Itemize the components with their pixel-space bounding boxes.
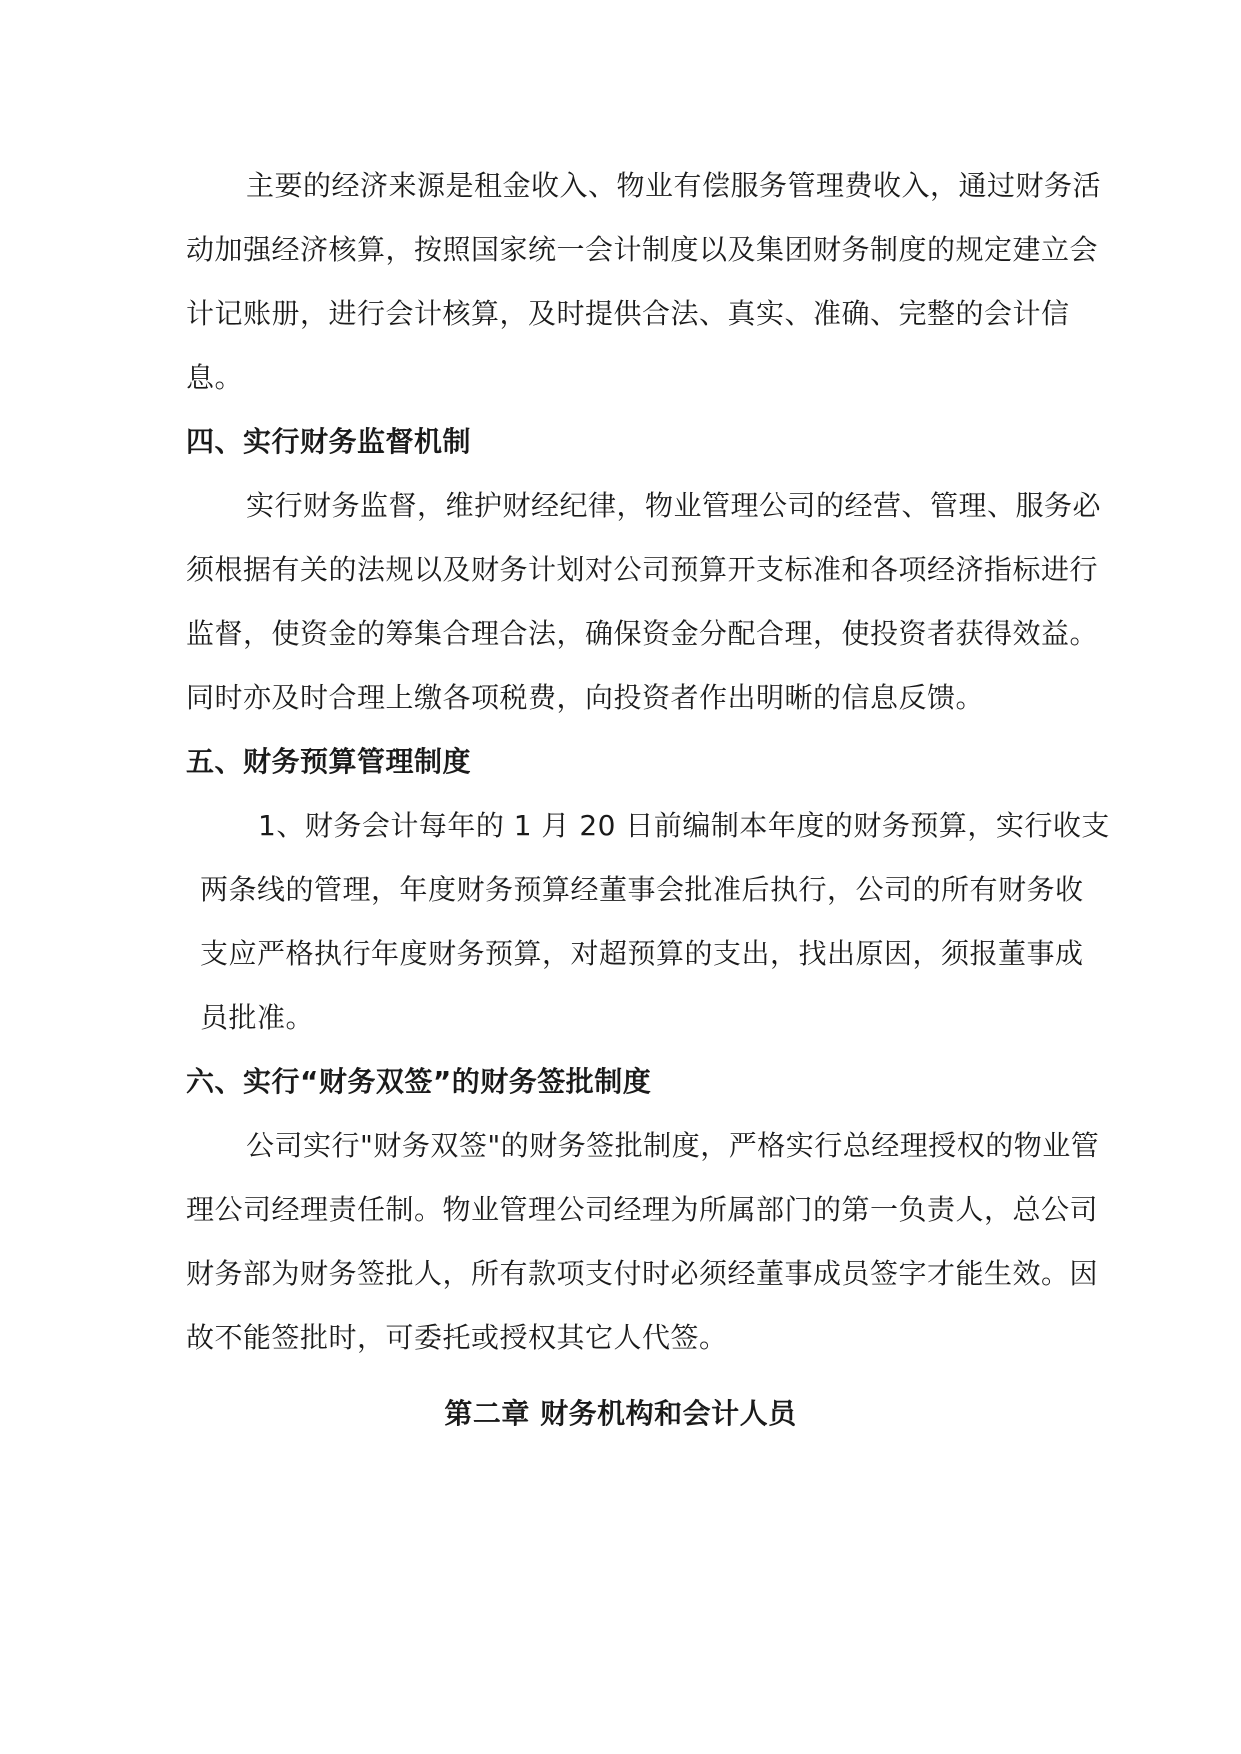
paragraph-line: 公司实行"财务双签"的财务签批制度，严格实行总经理授权的物业管	[246, 1129, 1100, 1162]
paragraph-line: 主要的经济来源是租金收入、物业有偿服务管理费收入，通过财务活	[246, 169, 1102, 202]
paragraph-line: 同时亦及时合理上缴各项税费，向投资者作出明晰的信息反馈。	[186, 681, 985, 714]
paragraph-line: 财务部为财务签批人，所有款项支付时必须经董事成员签字才能生效。因	[186, 1257, 1099, 1290]
section-heading: 五、财务预算管理制度	[186, 745, 472, 778]
section-heading: 六、实行“财务双签”的财务签批制度	[186, 1065, 652, 1098]
paragraph-line: 员批准。	[200, 1001, 315, 1034]
paragraph-line: 支应严格执行年度财务预算，对超预算的支出，找出原因，须报董事成	[200, 937, 1084, 970]
paragraph-line: 两条线的管理，年度财务预算经董事会批准后执行，公司的所有财务收	[200, 873, 1084, 906]
paragraph-line: 须根据有关的法规以及财务计划对公司预算开支标准和各项经济指标进行	[186, 553, 1099, 586]
paragraph-line: 1、财务会计每年的 1 月 20 日前编制本年度的财务预算，实行收支	[258, 809, 1110, 842]
chapter-title: 第二章 财务机构和会计人员	[444, 1397, 797, 1430]
paragraph-line: 动加强经济核算，按照国家统一会计制度以及集团财务制度的规定建立会	[186, 233, 1099, 266]
paragraph-line: 计记账册，进行会计核算，及时提供合法、真实、准确、完整的会计信	[186, 297, 1070, 330]
paragraph-line: 实行财务监督，维护财经纪律，物业管理公司的经营、管理、服务必	[246, 489, 1102, 522]
paragraph-line: 息。	[186, 361, 244, 394]
section-heading: 四、实行财务监督机制	[186, 425, 472, 458]
paragraph-line: 故不能签批时，可委托或授权其它人代签。	[186, 1321, 728, 1354]
paragraph-line: 理公司经理责任制。物业管理公司经理为所属部门的第一负责人，总公司	[186, 1193, 1099, 1226]
paragraph-line: 监督，使资金的筹集合理合法，确保资金分配合理，使投资者获得效益。	[186, 617, 1099, 650]
